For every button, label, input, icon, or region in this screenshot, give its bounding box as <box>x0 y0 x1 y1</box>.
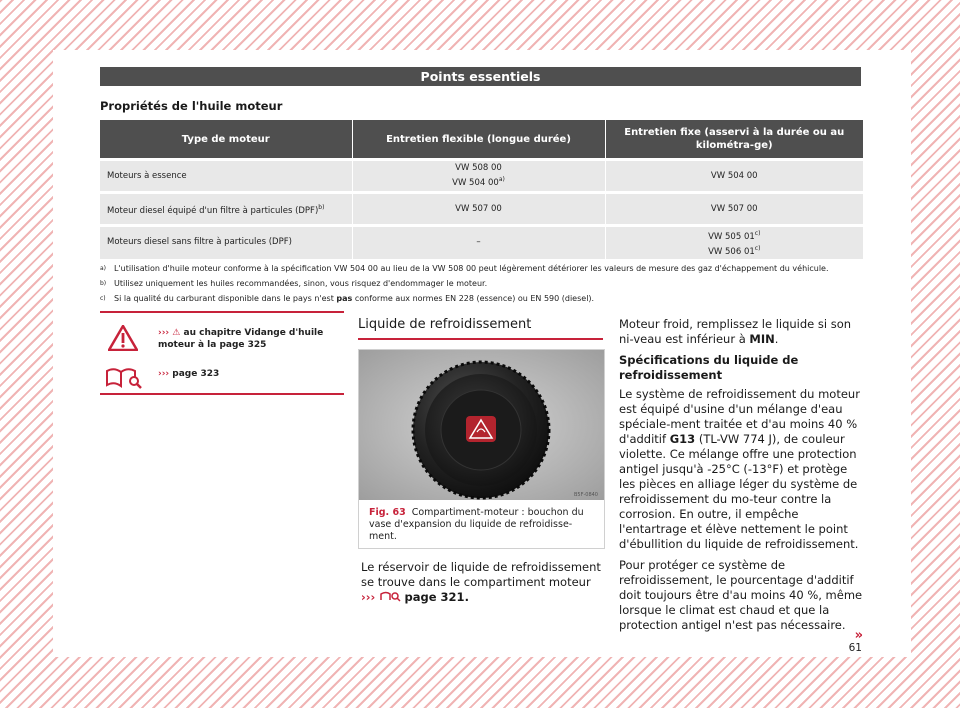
spec-paragraph: Le système de refroidissement du moteur est équipé d'usine d'un mélange d'eau spéciale-ment traitée et d'au moins 40 % d'additif G13 (TL-VW 774 J), de couleur violette. Ce mélange offre une protection antigel jusqu'à -25°C (-13°F) et protège les pièces en alliage léger du système de refroidissement du mo-teur contre la corrosion. En outre, il empêche l'entartrage et élève nettement le point d'ébullition du liquide de refroidissement. <box>619 387 860 551</box>
spec-subheading: Spécifications du liquide de refroidissement <box>619 353 799 382</box>
table-cell: VW 507 00 <box>605 193 863 226</box>
warning-box <box>100 311 344 395</box>
warning-triangle-icon <box>108 325 138 351</box>
protection-paragraph: Pour protéger ce système de refroidissement, le pourcentage d'additif doit toujours être d'au moins 40 %, même lorsque le climat est chaud et que la protection antigel n'est pas nécessaire. <box>619 558 863 632</box>
table-cell: Moteurs à essence <box>100 160 352 193</box>
table-cell: Moteur diesel équipé d'un filtre à particules (DPF)$^{b)}$ <box>100 193 352 226</box>
table-cell: VW 507 00 <box>352 193 605 226</box>
continue-arrow-icon: » <box>854 628 863 643</box>
book-read-icon <box>104 363 144 389</box>
section-title: Propriétés de l'huile moteur <box>100 99 283 113</box>
table-header: Type de moteur <box>100 120 352 160</box>
manual-page <box>53 50 911 657</box>
page-number: 61 <box>848 642 862 654</box>
table-cell: – <box>352 226 605 259</box>
footnote-ref: c) <box>754 230 761 237</box>
page-321-link[interactable]: page 321. <box>404 590 469 604</box>
table-header: Entretien flexible (longue durée) <box>352 120 605 160</box>
table-row <box>100 226 863 259</box>
figure-63 <box>358 349 605 549</box>
table-header-row <box>100 120 863 160</box>
footnote: b) Utilisez uniquement les huiles recommandées, sinon, vous risquez d'endommager le moteur. <box>100 279 488 288</box>
footnote: c) Si la qualité du carburant disponible dans le pays n'est pas conforme aux normes EN 228 (essence) ou EN 590 (diesel). <box>100 294 595 303</box>
engine-compartment-icon <box>379 590 401 602</box>
table-header: Entretien fixe (asservi à la durée ou au kilométra-ge) <box>605 120 863 160</box>
footnote-ref: c) <box>754 244 761 252</box>
footnotes <box>100 263 880 308</box>
footnote-ref: b) <box>318 203 325 211</box>
table-cell: VW 505 01$^{c)}$ VW 506 01$^{c)}$ <box>605 226 863 259</box>
coolant-cap-photo <box>359 350 604 500</box>
figure-code: B5F-0840 <box>573 492 598 498</box>
coolant-intro-text: Le réservoir de liquide de refroidissement se trouve dans le compartiment moteur ››› page 321. <box>361 560 601 604</box>
coolant-section-title: Liquide de refroidissement <box>358 317 603 340</box>
table-cell: VW 508 00 VW 504 00$^{a)}$ <box>352 160 605 193</box>
min-mark: MIN <box>749 332 775 346</box>
table-cell: VW 504 00 <box>605 160 863 193</box>
table-cell: Moteurs diesel sans filtre à particules (DPF) <box>100 226 352 259</box>
reference-link-page-323[interactable]: ››› page 323 <box>158 369 220 379</box>
table-row <box>100 160 863 193</box>
fill-instruction: Moteur froid, remplissez le liquide si son ni-veau est inférieur à MIN. <box>619 317 852 346</box>
figure-caption: Fig. 63 Compartiment-moteur : bouchon du vase d'expansion du liquide de refroidisse-ment. <box>369 507 584 542</box>
engine-oil-table <box>100 120 863 259</box>
table-row <box>100 193 863 226</box>
footnote-ref: a) <box>498 176 505 184</box>
page-header: Points essentiels <box>100 67 861 86</box>
coolant-spec-column <box>619 317 864 639</box>
footnote: a) L'utilisation d'huile moteur conforme à la spécification VW 504 00 au lieu de la VW 508 00 peut légèrement détériorer les valeurs de mesure des gaz d'échappement du véhicule. <box>100 264 829 273</box>
warning-link-oil-change[interactable]: ››› ⚠ au chapitre Vidange d'huile moteur à la page 325 <box>158 328 324 350</box>
